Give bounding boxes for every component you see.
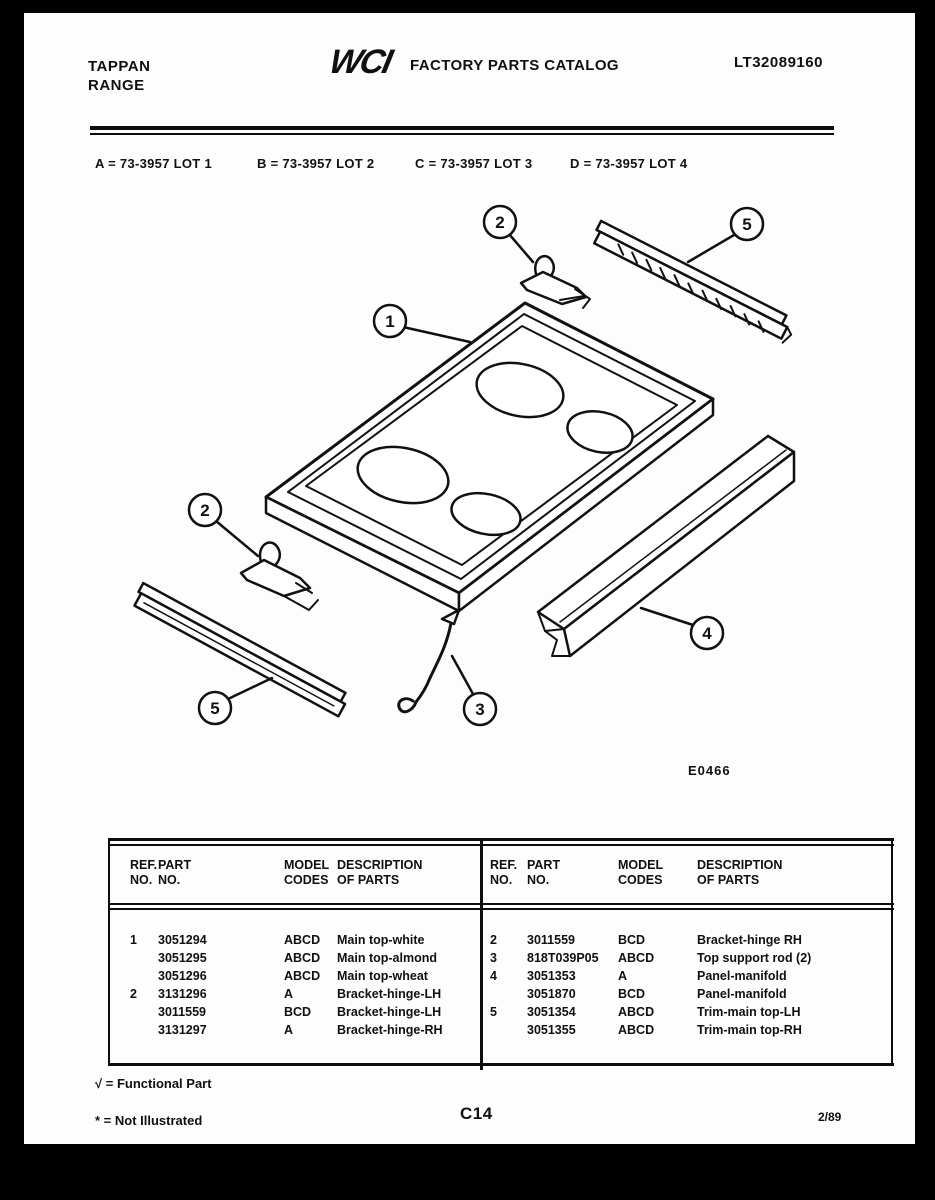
table-center-divider (480, 838, 483, 1070)
header-rule-thick (90, 126, 834, 130)
lot-code-d: D = 73-3957 LOT 4 (570, 156, 688, 171)
brand-line2: RANGE (88, 77, 145, 94)
table-bottom-rule (108, 1063, 894, 1066)
callout-2-top (484, 206, 533, 262)
table-header-right (490, 858, 888, 888)
catalog-page (24, 13, 915, 1144)
table-header-left (130, 858, 475, 888)
table-row: 1 3051294 ABCD Main top-white (130, 933, 425, 947)
callout-4 (641, 608, 723, 649)
parts-table (108, 838, 894, 1083)
header-rule-thin (90, 133, 834, 135)
page-code: C14 (460, 1104, 493, 1123)
trim-main-top-lh (132, 583, 350, 716)
table-left-border (108, 838, 110, 1066)
callout-3 (452, 656, 496, 725)
callout-1 (374, 305, 470, 342)
col-header-ref: REF. NO. (490, 858, 518, 887)
trim-main-top-rh (589, 221, 798, 344)
lot-code-b: B = 73-3957 LOT 2 (257, 156, 375, 171)
table-row: 3051295 ABCD Main top-almond (158, 951, 437, 965)
table-row: 3011559 BCD Bracket-hinge-LH (158, 1005, 442, 1019)
table-row: 2 3131296 A Bracket-hinge-LH (130, 987, 442, 1001)
brand-line1: TAPPAN (88, 58, 151, 75)
table-row: 3 818T039P05 ABCD Top support rod (2) (490, 951, 812, 965)
diagram-area (30, 190, 910, 805)
table-top-rule-1 (108, 838, 894, 841)
col-header-part: PART NO. (527, 858, 561, 887)
table-row: 3051870 BCD Panel-manifold (527, 987, 787, 1001)
svg-text:1: 1 (385, 312, 395, 331)
table-top-rule-2 (108, 844, 894, 846)
catalog-title: FACTORY PARTS CATALOG (410, 57, 619, 74)
svg-text:4: 4 (702, 624, 712, 643)
callout-5-top (688, 208, 763, 262)
table-row: 3131297 A Bracket-hinge-RH (158, 1023, 443, 1037)
table-row: 2 3011559 BCD Bracket-hinge RH (490, 933, 802, 947)
lot-code-a: A = 73-3957 LOT 1 (95, 156, 212, 171)
svg-text:5: 5 (742, 215, 752, 234)
callout-5-bottom (199, 678, 272, 724)
svg-text:2: 2 (495, 213, 505, 232)
bracket-hinge-top (521, 256, 590, 308)
svg-text:3: 3 (475, 700, 485, 719)
wci-logo: WCI (326, 43, 395, 81)
table-header-rule-1 (108, 903, 894, 905)
top-support-rod (399, 610, 459, 712)
table-row: 3051355 ABCD Trim-main top-RH (527, 1023, 802, 1037)
callout-2-left (189, 494, 258, 556)
not-illustrated-note: * = Not Illustrated (95, 1113, 203, 1128)
table-right-border (891, 838, 893, 1066)
figure-code: E0466 (688, 763, 731, 778)
col-header-desc: DESCRIPTION OF PARTS (697, 858, 783, 887)
col-header-model: MODEL CODES (284, 858, 330, 887)
col-header-part: PART NO. (158, 858, 192, 887)
table-row: 3051296 ABCD Main top-wheat (158, 969, 428, 983)
col-header-desc: DESCRIPTION OF PARTS (337, 858, 423, 887)
table-row: 5 3051354 ABCD Trim-main top-LH (490, 1005, 801, 1019)
col-header-ref: REF. NO. (130, 858, 158, 887)
svg-text:2: 2 (200, 501, 210, 520)
exploded-parts-diagram (30, 190, 910, 805)
publication-number: LT32089160 (734, 54, 823, 71)
lot-code-c: C = 73-3957 LOT 3 (415, 156, 533, 171)
table-row: 4 3051353 A Panel-manifold (490, 969, 787, 983)
brand-title (88, 57, 150, 95)
table-header-rule-2 (108, 908, 894, 910)
svg-text:5: 5 (210, 699, 220, 718)
functional-part-note: √ = Functional Part (95, 1076, 212, 1091)
revision-date: 2/89 (818, 1110, 842, 1124)
col-header-model: MODEL CODES (618, 858, 664, 887)
